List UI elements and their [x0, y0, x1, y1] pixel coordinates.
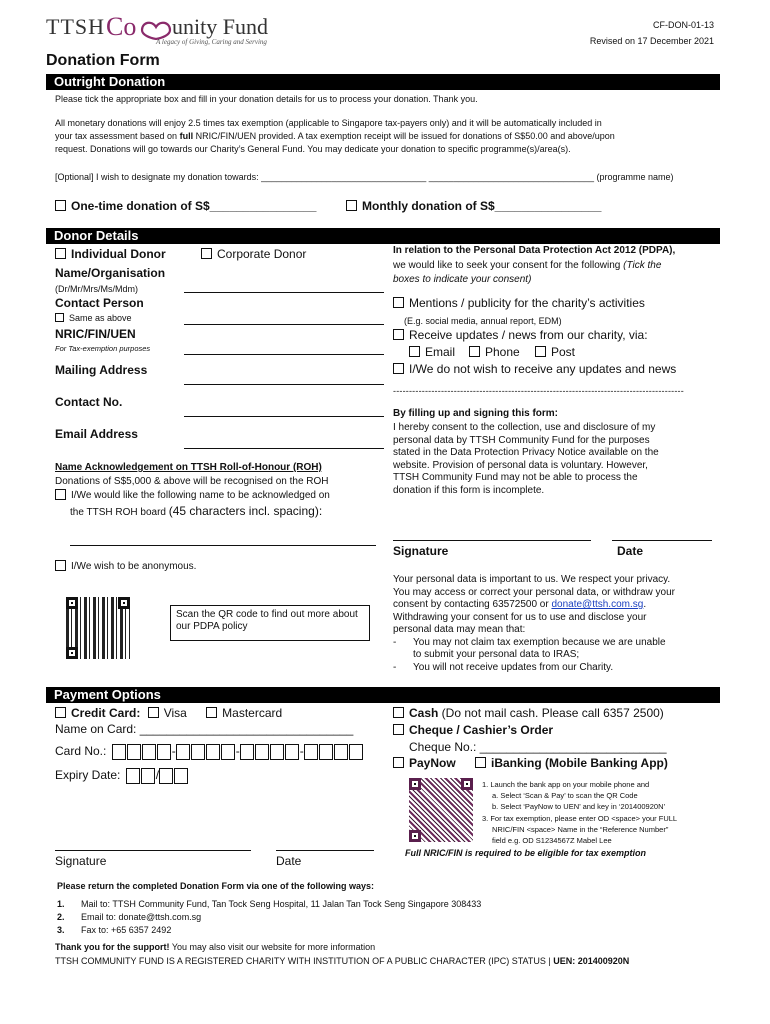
- paynow-step: b. Select ‘PayNow to UEN’ and key in ‘201400920N’: [492, 802, 666, 812]
- checkbox-icon[interactable]: [393, 757, 404, 768]
- name-on-card-field[interactable]: Name on Card: ________________________________: [55, 722, 354, 736]
- checkbox-icon[interactable]: [55, 707, 66, 718]
- pdpa-qr-caption-box: [170, 605, 370, 641]
- name-org-label: Name/Organisation: [55, 266, 166, 280]
- return-way: [57, 924, 481, 937]
- consent-line: I hereby consent to the collection, use and disclosure of my: [393, 422, 656, 433]
- paynow-step: NRIC/FIN <space> Name in the “Reference Number”: [492, 824, 669, 834]
- checkbox-icon[interactable]: [148, 707, 159, 718]
- tax-line-3: request. Donations will go towards our Charity’s General Fund. You may dedicate your donation to specific programme(s)/area(s).: [55, 144, 571, 154]
- logo: [46, 12, 286, 48]
- donate-email-link[interactable]: donate@ttsh.com.sg: [551, 599, 644, 610]
- logo-text-right: unity Fund: [172, 14, 268, 39]
- paynow-step: a. Select ‘Scan & Pay’ to scan the QR Code: [492, 791, 638, 801]
- updates-phone-label: Phone: [485, 345, 520, 359]
- same-as-above-label: Same as above: [69, 313, 132, 323]
- logo-tagline: A legacy of Giving, Caring and Serving: [156, 38, 267, 46]
- checkbox-icon[interactable]: [393, 707, 404, 718]
- roh-title: Name Acknowledgement on TTSH Roll-of-Honour (ROH): [55, 462, 322, 473]
- card-number-row: [55, 744, 364, 760]
- mentions-label: Mentions / publicity for the charity’s activities: [409, 296, 645, 310]
- visa-label: Visa: [163, 706, 187, 720]
- designate-line: [Optional] I wish to designate my donation towards: _________________________________ _________________________________ (programme name): [55, 172, 674, 182]
- bullet-1a: You may not claim tax exemption because we are unable: [413, 636, 666, 648]
- paynow-step: 1. Launch the bank app on your mobile phone and: [482, 780, 650, 789]
- nric-field[interactable]: [184, 354, 384, 355]
- contact-no-field[interactable]: [184, 416, 384, 417]
- pdpa-line-2: [393, 260, 661, 271]
- mastercard-label: Mastercard: [222, 706, 283, 720]
- updates-option[interactable]: [393, 328, 648, 342]
- pdpa-signature-field[interactable]: [393, 540, 591, 541]
- pdpa-title: In relation to the Personal Data Protection Act 2012 (PDPA),: [393, 245, 676, 256]
- section-bar-donor: Donor Details: [46, 228, 720, 244]
- checkbox-icon[interactable]: [55, 313, 64, 322]
- card-number-field[interactable]: - - -: [112, 744, 364, 758]
- privacy-bullet-1: - You may not claim tax exemption because we are unable: [393, 636, 666, 648]
- mentions-example: (E.g. social media, annual report, EDM): [404, 316, 562, 326]
- consent-line: donation if this form is incomplete.: [393, 484, 545, 496]
- cheque-no-field[interactable]: Cheque No.: ____________________________: [409, 740, 667, 754]
- return-way-text: Mail to: TTSH Community Fund, Tan Tock Seng Hospital, 11 Jalan Tan Tock Seng Singapore 308433: [81, 899, 482, 909]
- roh-name-field[interactable]: [70, 545, 376, 546]
- consent-paragraph: [393, 422, 718, 497]
- checkbox-icon[interactable]: [475, 757, 486, 768]
- visa-option[interactable]: [148, 706, 187, 720]
- payment-signature-label: Signature: [55, 854, 107, 868]
- tax-line-2-pre: your tax assessment based on: [55, 131, 180, 141]
- checkbox-icon[interactable]: [393, 329, 404, 340]
- mentions-option[interactable]: [393, 296, 645, 310]
- privacy-line: personal data may mean that:: [393, 624, 526, 635]
- contact-person-label: Contact Person: [55, 296, 144, 310]
- monthly-label: Monthly donation of S$________________: [362, 199, 602, 213]
- pdpa-date-field[interactable]: [612, 540, 712, 541]
- return-way-text: Fax to: +65 6357 2492: [81, 925, 172, 935]
- checkbox-icon[interactable]: [201, 248, 212, 259]
- salutation-label: (Dr/Mr/Mrs/Ms/Mdm): [55, 284, 138, 294]
- thanks-line: [55, 942, 375, 952]
- checkbox-icon[interactable]: [535, 346, 546, 357]
- payment-date-label: Date: [276, 854, 302, 868]
- email-address-label: Email Address: [55, 427, 138, 441]
- contact-person-field[interactable]: [184, 324, 384, 325]
- return-way-text: Email to: donate@ttsh.com.sg: [81, 912, 202, 922]
- individual-label: Individual Donor: [71, 247, 166, 261]
- email-address-field[interactable]: [184, 448, 384, 449]
- bullet-1b: to submit your personal data to IRAS;: [413, 649, 580, 660]
- pdpa-line-2-italic: (Tick the: [623, 260, 662, 271]
- consent-line: stated in the Data Protection Privacy Notice available on the: [393, 447, 659, 458]
- return-way: [57, 911, 481, 924]
- roh-line-3-big: (45 characters incl. spacing):: [168, 504, 323, 518]
- return-way: [57, 898, 481, 911]
- roh-acknowledge-option[interactable]: [55, 490, 330, 501]
- updates-post-option[interactable]: [535, 345, 575, 359]
- contact-no-label: Contact No.: [55, 395, 123, 409]
- outright-intro: Please tick the appropriate box and fill in your donation details for us to process your donation. Thank you.: [55, 94, 478, 104]
- updates-email-label: Email: [425, 345, 456, 359]
- page-title: Donation Form: [46, 52, 160, 69]
- credit-card-label: Credit Card:: [71, 706, 141, 720]
- return-title: Please return the completed Donation Form via one of the following ways:: [57, 881, 375, 891]
- checkbox-icon[interactable]: [55, 560, 66, 571]
- privacy-bullet-2: - You will not receive updates from our Charity.: [393, 661, 614, 673]
- no-updates-option[interactable]: [393, 362, 676, 376]
- checkbox-icon[interactable]: [393, 363, 404, 374]
- tax-line-2-post: NRIC/FIN/UEN provided. A tax exemption receipt will be issued for donations of S$50.00 and above/upon: [193, 131, 615, 141]
- logo-text-left: TTSH: [46, 14, 105, 39]
- checkbox-icon[interactable]: [55, 489, 66, 500]
- roh-line-3-pre: the TTSH ROH board: [70, 507, 169, 518]
- return-way-num: 1.: [57, 899, 65, 909]
- mailing-address-field-1[interactable]: [184, 384, 384, 385]
- pdpa-divider: -------------------------------------------------------------------------------------------: [393, 386, 684, 396]
- checkbox-icon[interactable]: [55, 248, 66, 259]
- consent-contact-pre: consent by contacting 63572500 or: [393, 599, 552, 610]
- section-bar-outright: Outright Donation: [46, 74, 720, 90]
- privacy-line: Withdrawing your consent for us to use and disclose your: [393, 611, 647, 623]
- payment-signature-field[interactable]: [55, 850, 251, 851]
- return-way-num: 2.: [57, 912, 65, 922]
- corporate-label: Corporate Donor: [217, 247, 307, 261]
- pdpa-qr-code: [66, 597, 130, 659]
- monthly-donation-option[interactable]: [346, 199, 601, 213]
- checkbox-icon[interactable]: [346, 200, 357, 211]
- same-as-above-option[interactable]: [55, 313, 132, 323]
- checkbox-icon[interactable]: [469, 346, 480, 357]
- updates-email-option[interactable]: [409, 345, 455, 359]
- heart-icon: [138, 18, 174, 40]
- tax-line-2: [55, 131, 615, 141]
- privacy-paragraph: [393, 574, 718, 674]
- checkbox-icon[interactable]: [409, 346, 420, 357]
- paynow-label: PayNow: [409, 756, 456, 770]
- thanks-bold: Thank you for the support!: [55, 942, 170, 952]
- full-nric-note: Full NRIC/FIN is required to be eligible for tax exemption: [405, 848, 647, 858]
- tax-line-1: All monetary donations will enjoy 2.5 times tax exemption (applicable to Singapore tax-payers only) and it will be automatically included in: [55, 118, 602, 128]
- cash-note: (Do not mail cash. Please call 6357 2500): [438, 706, 664, 720]
- roh-line-2: I/We would like the following name to be acknowledged on: [71, 490, 330, 502]
- mastercard-option[interactable]: [206, 706, 282, 720]
- uen-text: UEN: 201400920N: [553, 956, 630, 966]
- checkbox-icon[interactable]: [206, 707, 217, 718]
- updates-phone-option[interactable]: [469, 345, 520, 359]
- consent-line: website. Provision of personal data is voluntary. However,: [393, 459, 648, 471]
- corporate-donor-option[interactable]: [201, 247, 306, 261]
- privacy-line: You may access or correct your personal data, or withdraw your: [393, 586, 675, 598]
- credit-card-option[interactable]: [55, 706, 140, 720]
- one-time-donation-option[interactable]: [55, 199, 316, 213]
- consent-line: personal data by TTSH Community Fund for the purposes: [393, 434, 650, 446]
- paynow-step: 3. For tax exemption, please enter OD <space> your FULL: [482, 813, 678, 823]
- consent-contact-line: [393, 599, 718, 612]
- cash-label: Cash: [409, 706, 439, 720]
- paynow-step: field e.g. OD S1234567Z Mabel Lee: [492, 836, 612, 846]
- section-bar-payment: Payment Options: [46, 687, 720, 703]
- signing-title: By filling up and signing this form:: [393, 408, 558, 419]
- credit-card-row: [55, 706, 282, 720]
- doc-code: CF-DON-01-13: [652, 20, 714, 30]
- payment-date-field[interactable]: [276, 850, 374, 851]
- anonymous-label: I/We wish to be anonymous.: [71, 561, 197, 573]
- checkbox-icon[interactable]: [55, 200, 66, 211]
- status-text: TTSH COMMUNITY FUND IS A REGISTERED CHARITY WITH INSTITUTION OF A PUBLIC CHARACTER (IPC) STATUS |: [55, 956, 554, 966]
- pdpa-line-2-text: we would like to seek your consent for the following: [393, 260, 621, 271]
- expiry-field[interactable]: /: [126, 768, 189, 782]
- revised-date: Revised on 17 December 2021: [589, 36, 714, 46]
- ibanking-option[interactable]: [475, 756, 668, 770]
- bullet-2: You will not receive updates from our Charity.: [413, 661, 614, 673]
- name-org-field[interactable]: [184, 292, 384, 293]
- expiry-row: [55, 768, 189, 784]
- consent-contact-post: .: [643, 599, 647, 610]
- roh-line-3: [70, 504, 322, 518]
- roh-line-1: Donations of S$5,000 & above will be recognised on the ROH: [55, 476, 329, 487]
- thanks-rest: You may also visit our website for more information: [169, 942, 376, 952]
- paynow-steps: [482, 779, 677, 846]
- individual-donor-option[interactable]: [55, 247, 166, 261]
- updates-post-label: Post: [551, 345, 576, 359]
- pdpa-signature-label: Signature: [393, 544, 449, 558]
- paynow-qr-code: [409, 778, 473, 842]
- one-time-label: One-time donation of S$________________: [71, 199, 317, 213]
- pdpa-line-3: boxes to indicate your consent): [393, 274, 532, 285]
- expiry-label: Expiry Date:: [55, 768, 121, 783]
- mailing-address-label: Mailing Address: [55, 363, 148, 377]
- checkbox-icon[interactable]: [393, 297, 404, 308]
- nric-label: NRIC/FIN/UEN: [55, 327, 136, 341]
- pdpa-date-label: Date: [617, 544, 644, 558]
- no-updates-label: I/We do not wish to receive any updates and news: [409, 362, 677, 376]
- updates-label: Receive updates / news from our charity, via:: [409, 328, 648, 342]
- privacy-line: Your personal data is important to us. We respect your privacy.: [393, 574, 671, 585]
- privacy-bullet-1b: [393, 649, 718, 662]
- tax-line-2-bold: full: [179, 131, 194, 141]
- nric-note: For Tax-exemption purposes: [55, 344, 151, 353]
- ibanking-label: iBanking (Mobile Banking App): [491, 756, 668, 770]
- cash-option[interactable]: [393, 706, 664, 720]
- return-way-num: 3.: [57, 925, 65, 935]
- pdpa-qr-caption: Scan the QR code to find out more about our PDPA policy: [176, 609, 358, 632]
- return-ways-list: [57, 898, 481, 937]
- consent-line: TTSH Community Fund may not be able to process the: [393, 472, 638, 483]
- anonymous-option[interactable]: [55, 561, 196, 572]
- checkbox-icon[interactable]: [393, 724, 404, 735]
- logo-text-co: Co: [106, 12, 137, 41]
- cheque-label: Cheque / Cashier’s Order: [409, 723, 554, 737]
- cheque-option[interactable]: [393, 723, 553, 737]
- card-no-label: Card No.:: [55, 744, 107, 759]
- charity-status-line: [55, 956, 629, 966]
- paynow-option[interactable]: [393, 756, 456, 770]
